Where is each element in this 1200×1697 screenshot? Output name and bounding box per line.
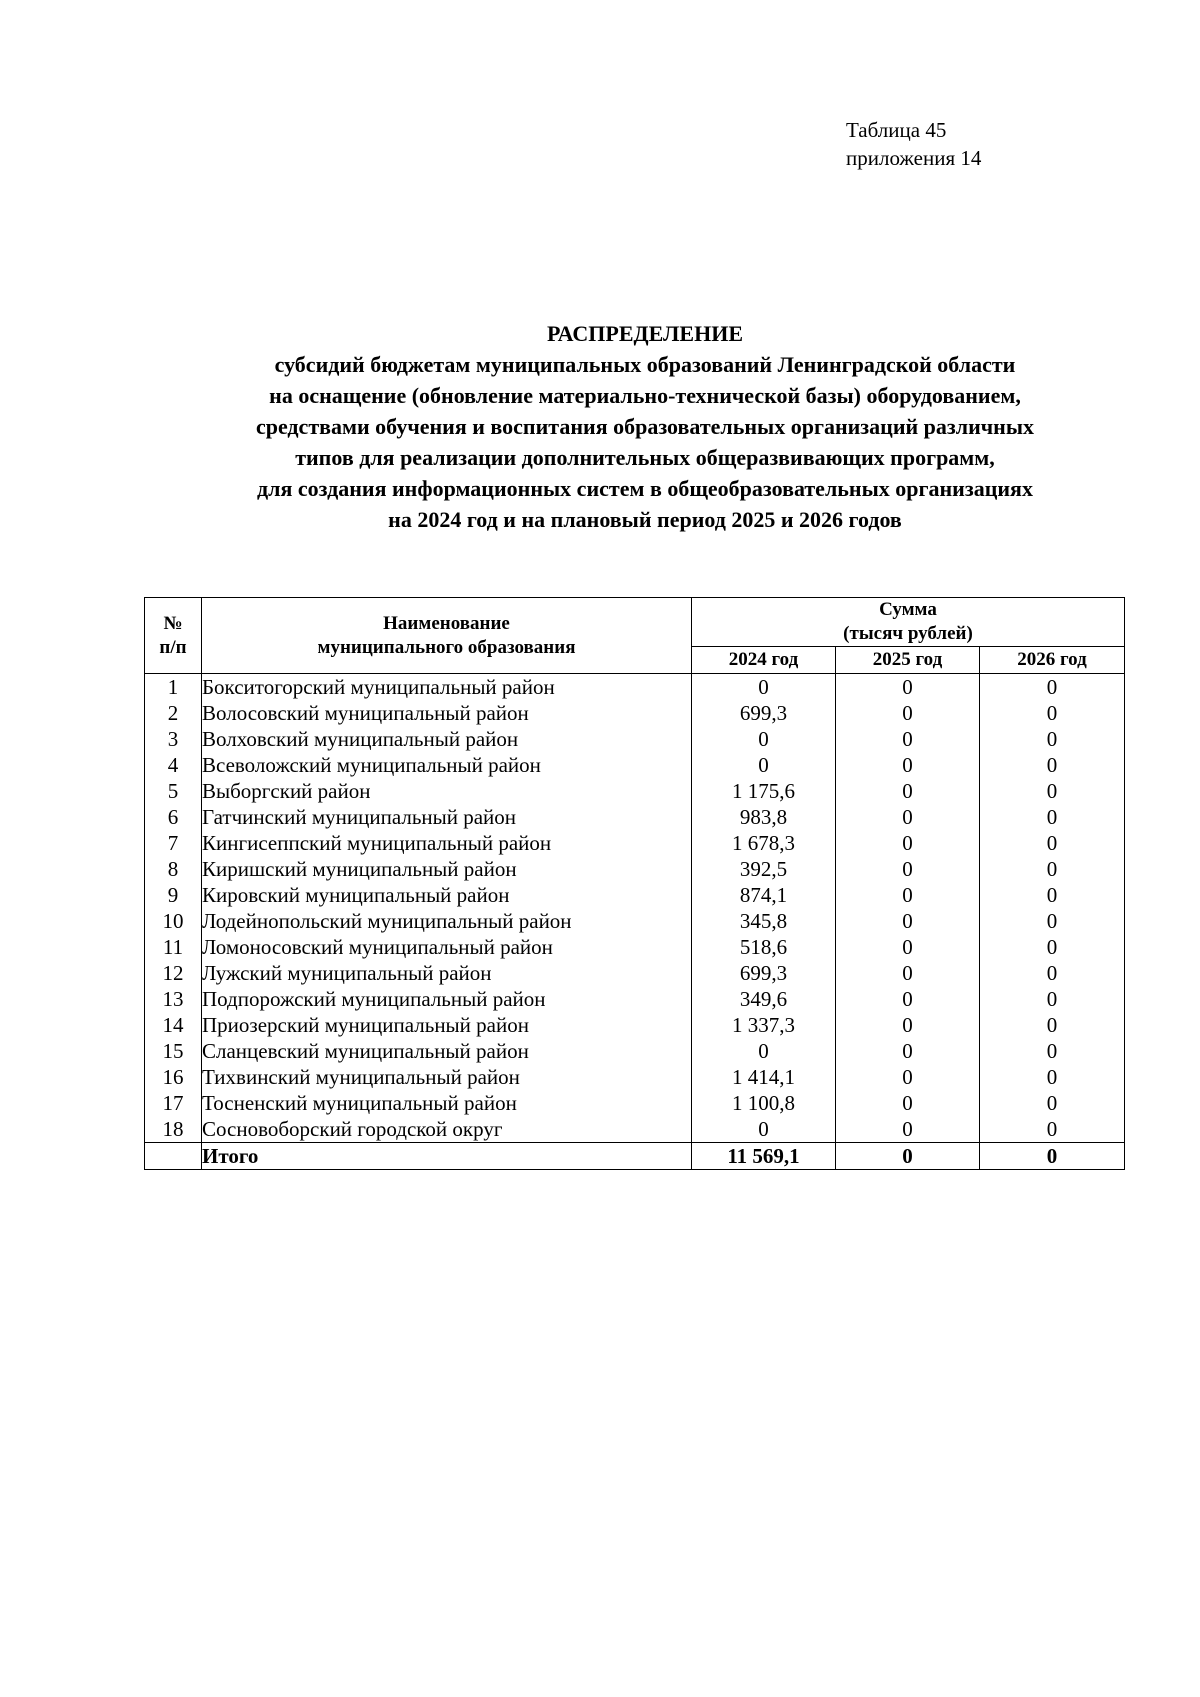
- table-row: [145, 830, 1125, 856]
- total-label: Итого: [202, 1143, 692, 1170]
- row-2026: 0: [980, 1116, 1125, 1143]
- row-name: Киришский муниципальный район: [202, 856, 692, 882]
- row-name: Волховский муниципальный район: [202, 726, 692, 752]
- header-sum-line1: Сумма: [879, 599, 937, 620]
- distribution-table: [144, 597, 1125, 1170]
- row-name: Подпорожский муниципальный район: [202, 986, 692, 1012]
- row-name: Сланцевский муниципальный район: [202, 1038, 692, 1064]
- row-2024: 1 175,6: [692, 778, 836, 804]
- row-2024: 874,1: [692, 882, 836, 908]
- row-number: 15: [145, 1038, 202, 1064]
- header-sum-line2: (тысяч рублей): [843, 623, 973, 644]
- row-number: 8: [145, 856, 202, 882]
- table-row: [145, 1012, 1125, 1038]
- appendix-number: приложения 14: [846, 146, 982, 170]
- row-name: Сосновоборский городской округ: [202, 1116, 692, 1143]
- table-row: [145, 674, 1125, 701]
- table-row: [145, 1090, 1125, 1116]
- row-2025: 0: [836, 960, 980, 986]
- row-2026: 0: [980, 1038, 1125, 1064]
- row-2026: 0: [980, 1090, 1125, 1116]
- heading-line: субсидий бюджетам муниципальных образований Ленинградской области: [274, 352, 1016, 377]
- row-name: Гатчинский муниципальный район: [202, 804, 692, 830]
- row-number: 13: [145, 986, 202, 1012]
- heading-line: на 2024 год и на плановый период 2025 и 2026 годов: [388, 507, 902, 532]
- row-2025: 0: [836, 674, 980, 701]
- row-2026: 0: [980, 856, 1125, 882]
- heading-line: для создания информационных систем в общеобразовательных организациях: [257, 476, 1033, 501]
- row-2025: 0: [836, 908, 980, 934]
- row-name: Ломоносовский муниципальный район: [202, 934, 692, 960]
- table-row: [145, 1038, 1125, 1064]
- row-2025: 0: [836, 726, 980, 752]
- total-2026: 0: [980, 1143, 1125, 1170]
- row-2026: 0: [980, 1012, 1125, 1038]
- heading-line: типов для реализации дополнительных общеразвивающих программ,: [295, 445, 995, 470]
- row-number: 10: [145, 908, 202, 934]
- row-2026: 0: [980, 752, 1125, 778]
- row-2025: 0: [836, 1064, 980, 1090]
- row-2025: 0: [836, 830, 980, 856]
- table-row: [145, 1116, 1125, 1143]
- row-number: 11: [145, 934, 202, 960]
- table-row: [145, 804, 1125, 830]
- row-2025: 0: [836, 882, 980, 908]
- total-number-cell: [145, 1143, 202, 1170]
- row-2024: 392,5: [692, 856, 836, 882]
- table-row: [145, 778, 1125, 804]
- row-2026: 0: [980, 674, 1125, 701]
- row-2026: 0: [980, 986, 1125, 1012]
- table-header: [145, 598, 1125, 674]
- row-name: Бокситогорский муниципальный район: [202, 674, 692, 701]
- row-number: 5: [145, 778, 202, 804]
- row-number: 4: [145, 752, 202, 778]
- row-number: 7: [145, 830, 202, 856]
- row-name: Приозерский муниципальный район: [202, 1012, 692, 1038]
- row-2026: 0: [980, 1064, 1125, 1090]
- header-number-line1: №: [163, 612, 183, 634]
- row-2025: 0: [836, 700, 980, 726]
- header-sum: [692, 598, 1125, 647]
- row-name: Тосненский муниципальный район: [202, 1090, 692, 1116]
- row-2026: 0: [980, 934, 1125, 960]
- row-number: 18: [145, 1116, 202, 1143]
- row-2026: 0: [980, 908, 1125, 934]
- row-2024: 518,6: [692, 934, 836, 960]
- table-number: Таблица 45: [846, 118, 947, 142]
- total-2025: 0: [836, 1143, 980, 1170]
- table-reference: [846, 116, 981, 172]
- row-number: 17: [145, 1090, 202, 1116]
- row-name: Выборгский район: [202, 778, 692, 804]
- row-name: Волосовский муниципальный район: [202, 700, 692, 726]
- row-number: 16: [145, 1064, 202, 1090]
- table-row: [145, 700, 1125, 726]
- row-2025: 0: [836, 752, 980, 778]
- row-number: 1: [145, 674, 202, 701]
- header-year-2025: 2025 год: [836, 647, 980, 674]
- table-row: [145, 960, 1125, 986]
- row-2024: 699,3: [692, 700, 836, 726]
- row-2026: 0: [980, 778, 1125, 804]
- row-2025: 0: [836, 856, 980, 882]
- row-name: Кировский муниципальный район: [202, 882, 692, 908]
- row-name: Всеволожский муниципальный район: [202, 752, 692, 778]
- row-2024: 349,6: [692, 986, 836, 1012]
- row-number: 12: [145, 960, 202, 986]
- header-name-line2: муниципального образования: [317, 636, 576, 658]
- row-2026: 0: [980, 882, 1125, 908]
- table-row: [145, 752, 1125, 778]
- row-2025: 0: [836, 986, 980, 1012]
- row-2026: 0: [980, 830, 1125, 856]
- row-number: 2: [145, 700, 202, 726]
- heading-line: на оснащение (обновление материально-технической базы) оборудованием,: [269, 383, 1021, 408]
- row-2024: 699,3: [692, 960, 836, 986]
- header-year-2024: 2024 год: [692, 647, 836, 674]
- row-2025: 0: [836, 1116, 980, 1143]
- row-name: Лодейнопольский муниципальный район: [202, 908, 692, 934]
- row-name: Кингисеппский муниципальный район: [202, 830, 692, 856]
- header-number-line2: п/п: [159, 636, 187, 658]
- row-2024: 1 678,3: [692, 830, 836, 856]
- total-2024: 11 569,1: [692, 1143, 836, 1170]
- table-row: [145, 882, 1125, 908]
- row-2024: 0: [692, 674, 836, 701]
- row-2024: 0: [692, 752, 836, 778]
- table-body: [145, 674, 1125, 1170]
- row-2026: 0: [980, 960, 1125, 986]
- header-year-2026: 2026 год: [980, 647, 1125, 674]
- row-2025: 0: [836, 778, 980, 804]
- row-2025: 0: [836, 1012, 980, 1038]
- row-2026: 0: [980, 726, 1125, 752]
- header-name: [202, 598, 692, 674]
- heading-title: РАСПРЕДЕЛЕНИЕ: [546, 321, 743, 346]
- table-row: [145, 1064, 1125, 1090]
- row-name: Тихвинский муниципальный район: [202, 1064, 692, 1090]
- row-2024: 983,8: [692, 804, 836, 830]
- heading-line: средствами обучения и воспитания образовательных организаций различных: [255, 414, 1035, 439]
- row-number: 14: [145, 1012, 202, 1038]
- row-2025: 0: [836, 1038, 980, 1064]
- row-2024: 345,8: [692, 908, 836, 934]
- row-2025: 0: [836, 1090, 980, 1116]
- row-2025: 0: [836, 934, 980, 960]
- row-2024: 1 100,8: [692, 1090, 836, 1116]
- row-number: 3: [145, 726, 202, 752]
- row-2024: 0: [692, 1116, 836, 1143]
- row-2026: 0: [980, 700, 1125, 726]
- total-row: [145, 1143, 1125, 1170]
- row-number: 6: [145, 804, 202, 830]
- header-number: [145, 598, 202, 674]
- row-name: Лужский муниципальный район: [202, 960, 692, 986]
- row-2024: 1 414,1: [692, 1064, 836, 1090]
- row-2024: 1 337,3: [692, 1012, 836, 1038]
- table-row: [145, 908, 1125, 934]
- table-row: [145, 856, 1125, 882]
- document-heading: [130, 318, 1160, 535]
- table-row: [145, 986, 1125, 1012]
- header-name-line1: Наименование: [383, 612, 510, 634]
- table-row: [145, 934, 1125, 960]
- row-2026: 0: [980, 804, 1125, 830]
- row-2024: 0: [692, 726, 836, 752]
- row-2025: 0: [836, 804, 980, 830]
- table-row: [145, 726, 1125, 752]
- row-number: 9: [145, 882, 202, 908]
- row-2024: 0: [692, 1038, 836, 1064]
